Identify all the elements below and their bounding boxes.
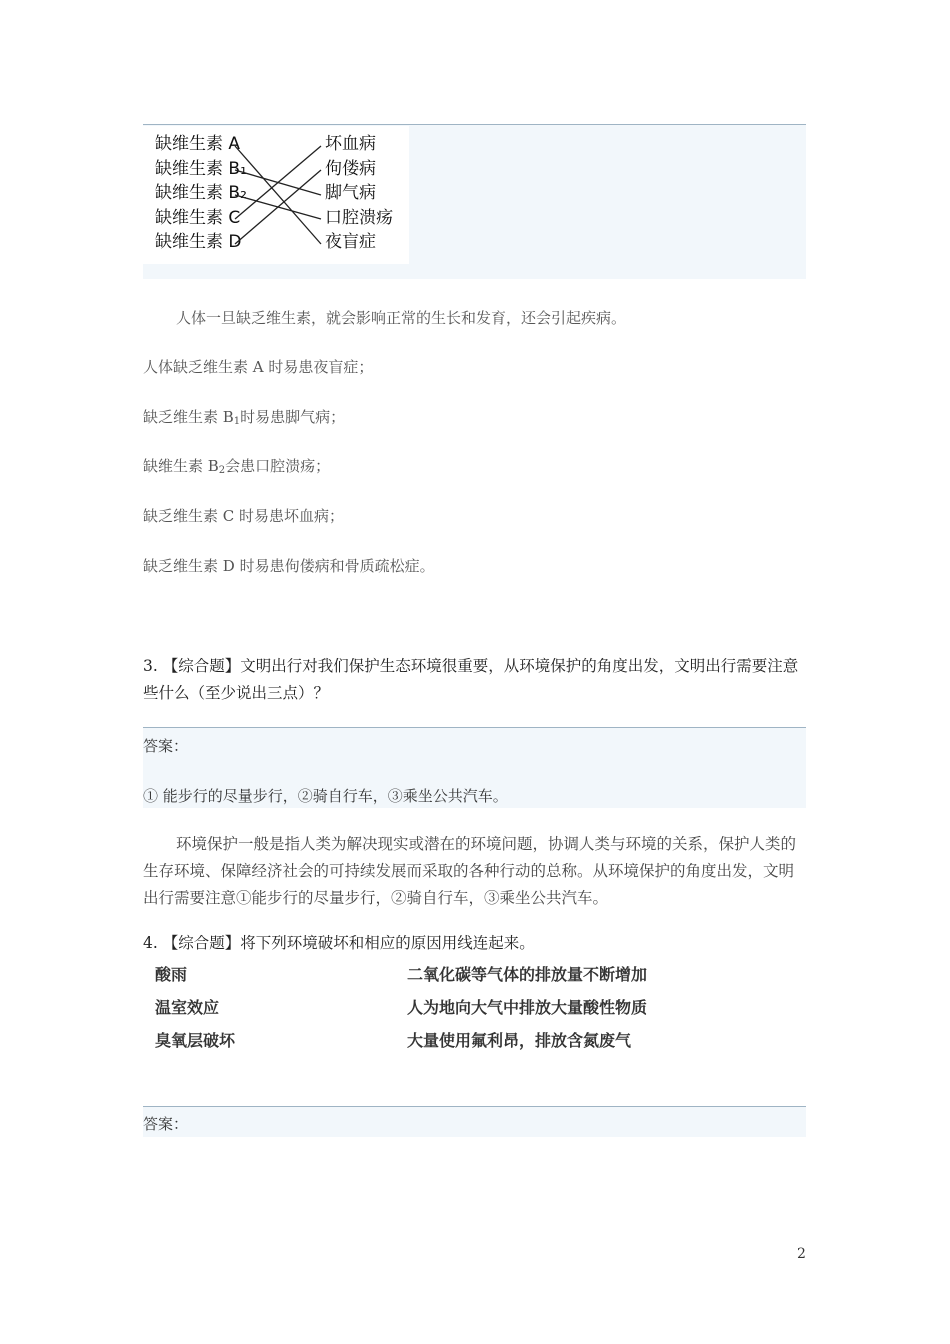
- table-cell-cause: 二氧化碳等气体的排放量不断增加: [407, 965, 648, 984]
- subscript: 1: [233, 416, 241, 427]
- question-4-text: 4. 【综合题】将下列环境破坏和相应的原因用线连起来。: [143, 934, 535, 952]
- vitamin-line-c: 缺乏维生素 C 时易患坏血病；: [143, 507, 345, 525]
- line-text: 时易患脚气病；: [240, 408, 346, 426]
- match-right-item: 佝偻病: [325, 158, 376, 179]
- match-left-item: 缺维生素 D: [155, 232, 242, 252]
- answer-box-q4: [143, 1106, 806, 1137]
- line-text: 缺乏维生素 B: [143, 408, 234, 426]
- table-cell-cause: 大量使用氟利昂，排放含氮废气: [407, 1031, 632, 1050]
- vitamin-intro: 人体一旦缺乏维生素，就会影响正常的生长和发育，还会引起疾病。: [176, 309, 627, 327]
- match-line-a: [235, 146, 321, 244]
- match-right-item: 坏血病: [325, 134, 376, 154]
- table-cell-problem: 温室效应: [155, 998, 220, 1017]
- match-left-item: 缺维生素 A: [155, 134, 241, 154]
- match-line-c: [235, 146, 321, 219]
- match-right-item: 脚气病: [325, 183, 376, 203]
- subscript: 2: [218, 465, 226, 476]
- answer-label: 答案：: [143, 1115, 189, 1133]
- match-left-item: 缺维生素 B₁: [155, 158, 247, 179]
- table-cell-problem: 臭氧层破坏: [155, 1031, 236, 1050]
- question-3-text: 3. 【综合题】文明出行对我们保护生态环境很重要，从环境保护的角度出发，文明出行需要注意些什么（至少说出三点）？: [143, 657, 799, 702]
- answer-label: 答案：: [143, 737, 189, 755]
- match-right-item: 夜盲症: [325, 232, 376, 252]
- match-right-item: 口腔溃疡: [325, 207, 393, 228]
- page-number: 2: [797, 1246, 806, 1262]
- matching-right-column: [325, 132, 393, 255]
- line-text: 缺维生素 B: [143, 457, 219, 475]
- line-text: 会患口腔溃疡；: [225, 457, 331, 475]
- match-left-item: 缺维生素 C: [155, 207, 241, 228]
- vitamin-matching-diagram: [143, 126, 409, 264]
- match-line-d: [235, 170, 321, 244]
- table-cell-cause: 人为地向大气中排放大量酸性物质: [407, 998, 648, 1017]
- table-cell-problem: 酸雨: [155, 965, 188, 984]
- explanation-q3: 环境保护一般是指人类为解决现实或潜在的环境问题，协调人类与环境的关系，保护人类的生存环境、保障经济社会的可持续发展而采取的各种行动的总称。从环境保护的角度出发，文明出行需要注意①能步行的尽量步行，②骑自行车，③乘坐公共汽车。: [143, 835, 797, 907]
- vitamin-line-b1: [143, 404, 345, 435]
- answer-q3: ① 能步行的尽量步行，②骑自行车，③乘坐公共汽车。: [143, 787, 508, 805]
- vitamin-line-b2: [143, 453, 330, 484]
- vitamin-line-a: 人体缺乏维生素 A 时易患夜盲症；: [143, 358, 374, 376]
- vitamin-line-d: 缺乏维生素 D 时易患佝偻病和骨质疏松症。: [143, 557, 435, 575]
- match-left-item: 缺维生素 B₂: [155, 183, 247, 203]
